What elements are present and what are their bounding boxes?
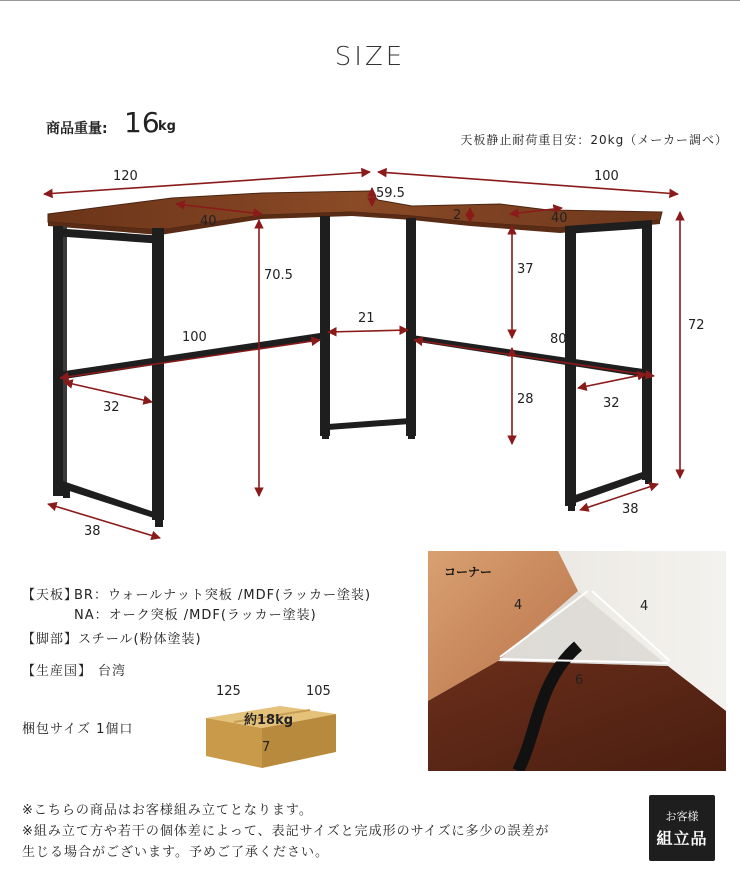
package-box-illustration — [200, 688, 350, 772]
spec-leg: 【脚部】スチール(粉体塗装) — [22, 632, 202, 647]
note-line-1: ※こちらの商品はお客様組み立てとなります。 — [22, 803, 313, 818]
package-width: 125 — [216, 684, 241, 699]
spec-top-br: BR：ウォールナット突板 /MDF(ラッカー塗装) — [74, 588, 372, 603]
spec-origin-label: 【生産国】 — [22, 664, 93, 679]
dim-bar-left: 100 — [182, 330, 207, 345]
load-capacity-note: 天板静止耐荷重目安：20kg（メーカー調べ） — [460, 133, 728, 147]
package-depth: 105 — [306, 684, 331, 699]
spec-origin: 台湾 — [98, 664, 127, 679]
package-weight: 約18kg — [244, 713, 294, 728]
corner-label: コーナー — [444, 565, 493, 579]
dim-leg-lower: 28 — [517, 392, 534, 407]
dim-foot-right: 38 — [622, 502, 639, 517]
dim-foot-inner-right: 32 — [603, 396, 620, 411]
dim-foot-left: 38 — [84, 524, 101, 539]
corner-side-c: 6 — [575, 673, 584, 688]
note-line-3: 生じる場合がございます。予めご了承ください。 — [22, 845, 329, 860]
spec-top-label: 【天板】 — [22, 588, 79, 603]
dim-height-under: 70.5 — [264, 268, 293, 283]
dim-leg-upper: 37 — [517, 262, 534, 277]
dim-bar-gap: 21 — [358, 311, 375, 326]
steel-frame — [53, 216, 652, 527]
dim-foot-inner-left: 32 — [103, 400, 120, 415]
weight-unit: kg — [158, 119, 176, 134]
dim-width-left: 120 — [113, 169, 138, 184]
spec-top-na: NA：オーク突板 /MDF(ラッカー塗装) — [74, 608, 317, 623]
dim-board-gap: 2 — [453, 208, 462, 223]
corner-side-a: 4 — [514, 598, 523, 613]
dim-top-depth-right: 40 — [551, 211, 568, 226]
section-title: SIZE — [334, 42, 406, 72]
corner-side-b: 4 — [640, 599, 649, 614]
badge-line-2: 組立品 — [656, 829, 708, 848]
package-label: 梱包サイズ 1個口 — [22, 722, 134, 737]
dim-total-height: 72 — [688, 318, 705, 333]
note-line-2: ※組み立て方や若干の個体差によって、表記サイズと完成形のサイズに多少の誤差が — [22, 824, 550, 839]
dim-corner-depth: 59.5 — [376, 186, 405, 201]
weight-value: 16 — [124, 106, 160, 139]
dim-bar-right: 80 — [550, 332, 567, 347]
corner-photo — [428, 551, 726, 771]
weight-label: 商品重量: — [46, 121, 108, 137]
self-assembly-badge — [649, 795, 715, 861]
package-height: 7 — [262, 740, 271, 755]
badge-line-1: お客様 — [665, 810, 699, 823]
dim-top-depth-left: 40 — [200, 214, 217, 229]
dim-width-right: 100 — [594, 169, 619, 184]
